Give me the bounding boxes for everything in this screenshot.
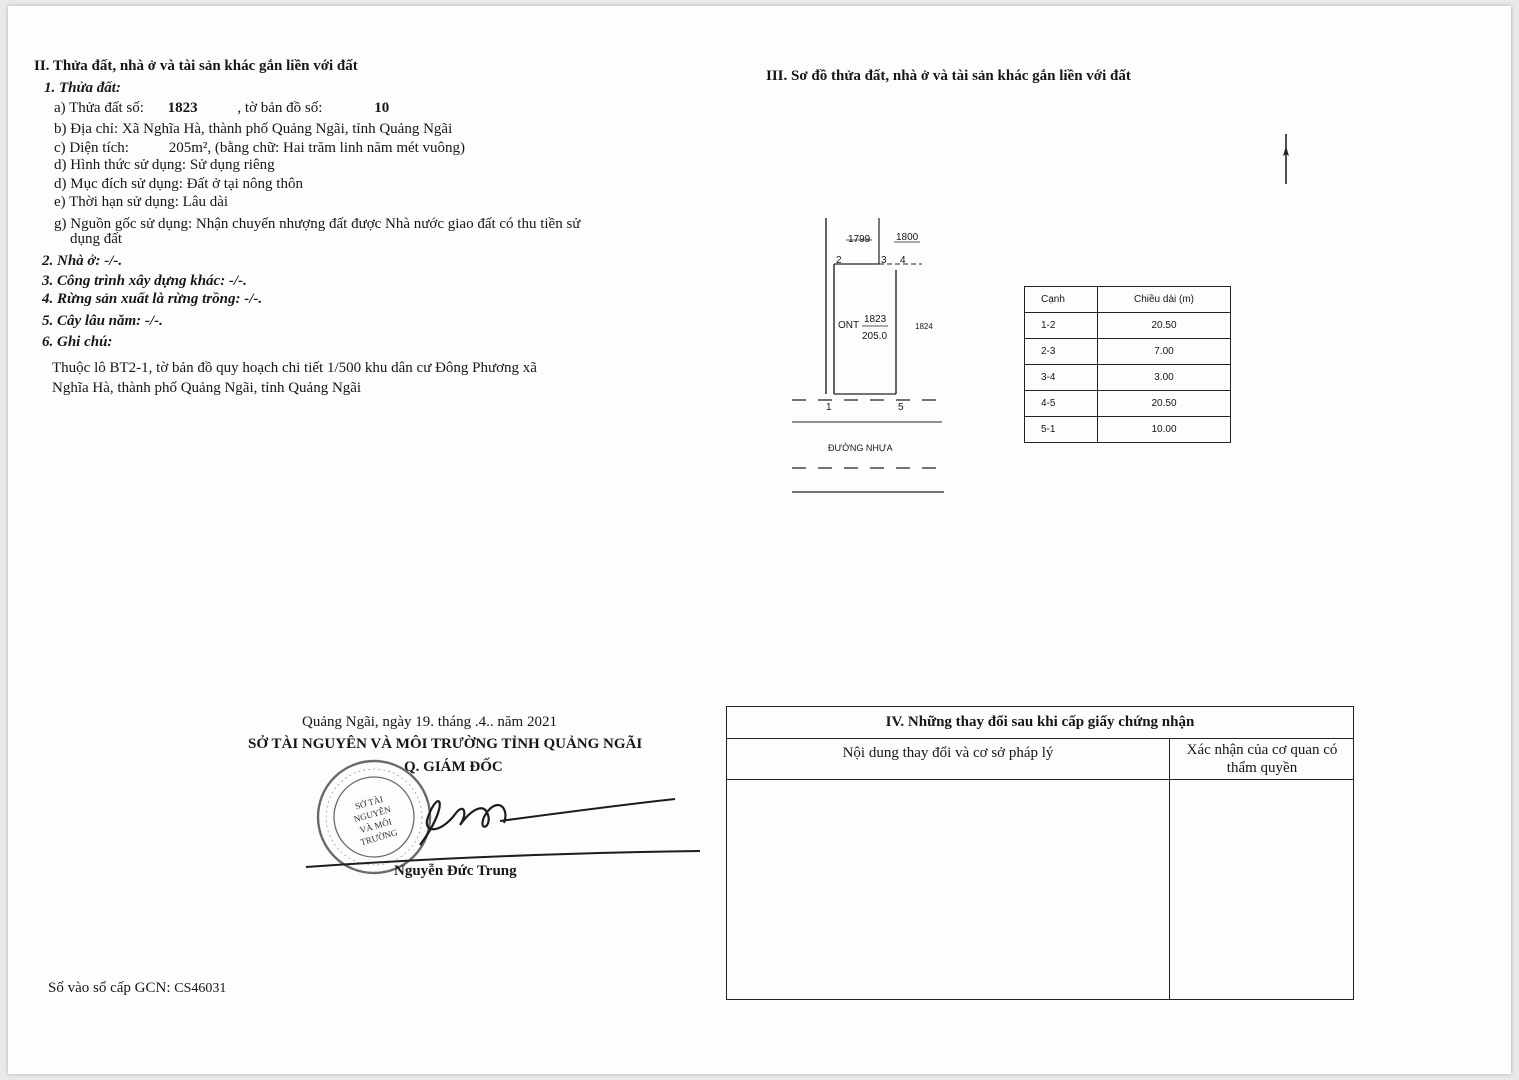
north-arrow — [1276, 132, 1296, 186]
address-line: b) Địa chỉ: Xã Nghĩa Hà, thành phố Quảng Ngãi, tỉnh Quảng Ngãi — [54, 121, 453, 137]
parcel-diagram — [786, 210, 956, 500]
length-cell: 20.50 — [1098, 391, 1231, 417]
section-2-title: II. Thửa đất, nhà ở và tài sản khác gắn liền với đất — [34, 58, 358, 74]
notes-line-1: Thuộc lô BT2-1, tờ bản đồ quy hoạch chi tiết 1/500 khu dân cư Đông Phương xã — [52, 360, 537, 376]
signer-name: Nguyễn Đức Trung — [394, 863, 517, 879]
parcel-line — [54, 100, 389, 117]
edge-cell: 2-3 — [1025, 339, 1098, 365]
registry-label: Số vào sổ cấp GCN: — [48, 980, 171, 996]
table-row — [1025, 391, 1231, 417]
edge-cell: 3-4 — [1025, 365, 1098, 391]
house-line: 2. Nhà ở: -/-. — [42, 253, 123, 269]
stamp-text: SỞ TÀI NGUYÊN VÀ MÔI TRƯỜNG — [352, 793, 399, 848]
neighbor-parcel-1800: 1800 — [896, 232, 919, 243]
use-purpose-line: d) Mục đích sử dụng: Đất ở tại nông thôn — [54, 176, 303, 192]
changes-box — [726, 706, 1354, 1000]
registry-number: CS46031 — [174, 981, 227, 996]
vertex-5: 5 — [898, 402, 904, 413]
handwritten-signature — [420, 801, 505, 845]
signature-stroke-top — [500, 799, 675, 821]
vertex-1: 1 — [826, 402, 832, 413]
vertex-3: 3 — [881, 255, 887, 266]
area-line — [54, 140, 465, 157]
area-label: c) Diện tích: — [54, 140, 129, 156]
changes-content-header: Nội dung thay đổi và cơ sở pháp lý — [842, 745, 1054, 761]
edge-length-table — [1024, 286, 1231, 443]
land-heading: 1. Thửa đất: — [44, 80, 121, 96]
edge-cell: 1-2 — [1025, 313, 1098, 339]
table-header-row — [1025, 287, 1231, 313]
perennial-line: 5. Cây lâu năm: -/-. — [42, 313, 163, 329]
notes-line-2: Nghĩa Hà, thành phố Quảng Ngãi, tỉnh Quảng Ngãi — [52, 380, 362, 396]
area-value: 205m², (bằng chữ: Hai trăm linh năm mét vuông) — [168, 140, 466, 156]
issuing-agency: SỞ TÀI NGUYÊN VÀ MÔI TRƯỜNG TỈNH QUẢNG NGÃI — [248, 736, 643, 752]
authority-confirmation-header: Xác nhận của cơ quan có thẩm quyền — [1186, 742, 1338, 776]
parcel-label: a) Thửa đất số: — [54, 100, 144, 116]
land-type-code: ONT — [838, 320, 860, 331]
section-3-title: III. Sơ đồ thửa đất, nhà ở và tài sản khác gắn liền với đất — [766, 68, 1131, 84]
parcel-area-diagram: 205.0 — [862, 331, 888, 342]
length-cell: 7.00 — [1098, 339, 1231, 365]
column-divider — [1169, 739, 1170, 999]
notes-heading: 6. Ghi chú: — [42, 334, 113, 350]
map-sheet-label: , tờ bản đồ số: — [237, 100, 323, 116]
parcel-number: 1823 — [167, 100, 198, 116]
table-row — [1025, 339, 1231, 365]
length-cell: 20.50 — [1098, 313, 1231, 339]
signer-position: Q. GIÁM ĐỐC — [404, 759, 503, 775]
use-term-line: e) Thời hạn sử dụng: Lâu dài — [54, 194, 229, 210]
table-row — [1025, 417, 1231, 443]
parcel-number-diagram: 1823 — [864, 314, 887, 325]
length-cell: 3.00 — [1098, 365, 1231, 391]
edge-cell: 4-5 — [1025, 391, 1098, 417]
origin-line-1: g) Nguồn gốc sử dụng: Nhận chuyển nhượng đất được Nhà nước giao đất có thu tiền sử — [54, 216, 581, 232]
map-sheet-number: 10 — [374, 100, 390, 116]
use-form-line: d) Hình thức sử dụng: Sử dụng riêng — [54, 157, 275, 173]
origin-line-2: dụng đất — [70, 231, 123, 247]
length-cell: 10.00 — [1098, 417, 1231, 443]
header-length: Chiều dài (m) — [1098, 287, 1231, 313]
header-edge: Cạnh — [1025, 287, 1098, 313]
edge-cell: 5-1 — [1025, 417, 1098, 443]
issue-date: Quảng Ngãi, ngày 19. tháng .4.. năm 2021 — [302, 714, 557, 730]
vertex-2: 2 — [836, 255, 842, 266]
neighbor-parcel-1799: 1799 — [848, 234, 871, 245]
vertex-4: 4 — [900, 255, 906, 266]
other-works-line: 3. Công trình xây dựng khác: -/-. — [42, 273, 247, 289]
table-row — [1025, 365, 1231, 391]
table-row — [1025, 313, 1231, 339]
forest-line: 4. Rừng sản xuất là rừng trồng: -/-. — [42, 291, 263, 307]
road-label: ĐƯỜNG NHỰA — [828, 443, 893, 453]
section-4-title: IV. Những thay đổi sau khi cấp giấy chứng nhận — [727, 707, 1353, 739]
neighbor-parcel-1824: 1824 — [915, 322, 933, 331]
registry-line — [48, 980, 226, 997]
